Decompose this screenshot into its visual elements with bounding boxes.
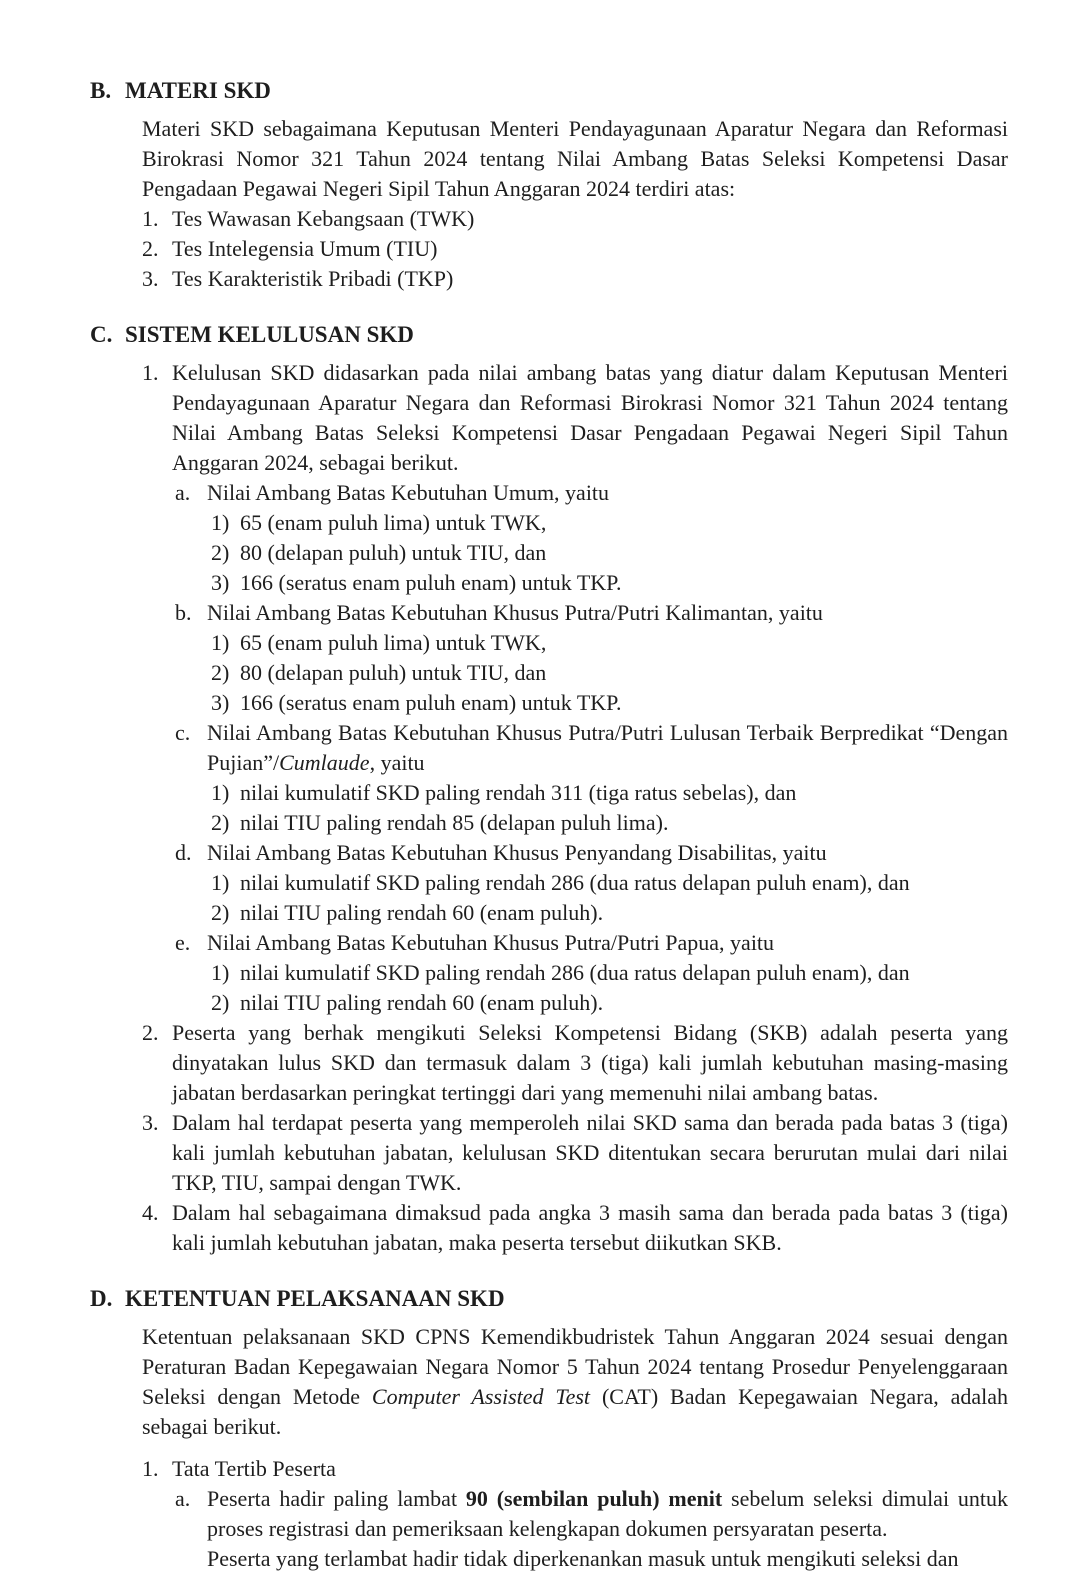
section-c-letter: C. bbox=[90, 322, 113, 347]
sub-item-content bbox=[207, 1484, 1008, 1574]
point-text: nilai TIU paling rendah 60 (enam puluh). bbox=[240, 900, 604, 925]
text-run: Ketentuan pelaksanaan SKD CPNS Kemendikbudristek Tahun Anggaran 2024 sesuai dengan Peraturan Badan Kepegawaian Negara Nomor 5 Tahun 2024 tentang Prosedur Penyelenggaraan Seleksi dengan Metode bbox=[142, 1324, 1008, 1409]
list-item-text: Tes Karakteristik Pribadi (TKP) bbox=[172, 266, 454, 291]
list-item-number: 2. bbox=[142, 1020, 159, 1045]
sub-item bbox=[175, 838, 1008, 928]
point-text: 166 (seratus enam puluh enam) untuk TKP. bbox=[240, 690, 622, 715]
sub-item-letter: d. bbox=[175, 840, 192, 865]
text-run: , yaitu bbox=[369, 750, 425, 775]
point-text: 80 (delapan puluh) untuk TIU, dan bbox=[240, 660, 547, 685]
point-text: 65 (enam puluh lima) untuk TWK, bbox=[240, 510, 547, 535]
sub-item bbox=[175, 598, 1008, 718]
list-item bbox=[142, 1198, 1008, 1258]
point-item bbox=[211, 808, 1008, 838]
list-item bbox=[142, 1018, 1008, 1108]
point-number: 2) bbox=[211, 810, 230, 835]
list-item bbox=[142, 1454, 1008, 1574]
point-number: 2) bbox=[211, 660, 230, 685]
point-number: 1) bbox=[211, 960, 230, 985]
point-item bbox=[211, 628, 1008, 658]
section-b-intro: Materi SKD sebagaimana Keputusan Menteri Pendayagunaan Aparatur Negara dan Reformasi Birokrasi Nomor 321 Tahun 2024 tentang Nilai Ambang Batas Seleksi Kompetensi Dasar Pengadaan Pegawai Negeri Sipil Tahun Anggaran 2024 terdiri atas: bbox=[142, 116, 1008, 201]
list-item bbox=[142, 358, 1008, 1018]
list-item bbox=[142, 204, 1008, 234]
point-text: nilai kumulatif SKD paling rendah 286 (dua ratus delapan puluh enam), dan bbox=[240, 870, 910, 895]
point-number: 2) bbox=[211, 900, 230, 925]
section-c-title: SISTEM KELULUSAN SKD bbox=[125, 322, 414, 347]
point-number: 2) bbox=[211, 540, 230, 565]
list-item-number: 2. bbox=[142, 236, 159, 261]
text-run: Nilai Ambang Batas Kebutuhan Khusus Putra/Putri Lulusan Terbaik Berpredikat “Dengan Pujian”/ bbox=[207, 720, 1008, 775]
sub-item-continuation: Peserta yang terlambat hadir tidak diperkenankan masuk untuk mengikuti seleksi dan bbox=[207, 1546, 959, 1571]
section-d-letter: D. bbox=[90, 1286, 113, 1311]
point-text: nilai TIU paling rendah 60 (enam puluh). bbox=[240, 990, 604, 1015]
point-item bbox=[211, 988, 1008, 1018]
sub-item-letter: c. bbox=[175, 720, 191, 745]
list-item bbox=[142, 264, 1008, 294]
section-d-body bbox=[142, 1322, 1008, 1574]
sub-item-text: Nilai Ambang Batas Kebutuhan Umum, yaitu bbox=[207, 480, 610, 505]
point-item bbox=[211, 868, 1008, 898]
sub-item-letter: a. bbox=[175, 1486, 191, 1511]
point-text: nilai kumulatif SKD paling rendah 311 (tiga ratus sebelas), dan bbox=[240, 780, 797, 805]
sub-item-content bbox=[207, 718, 1008, 838]
list-item-text: Dalam hal terdapat peserta yang memperoleh nilai SKD sama dan berada pada batas 3 (tiga) kali jumlah kebutuhan jabatan, kelulusan SKD ditentukan secara berurutan mulai dari nilai TKP, TIU, sampai dengan TWK. bbox=[172, 1110, 1008, 1195]
list-item bbox=[142, 1108, 1008, 1198]
sub-item bbox=[175, 718, 1008, 838]
list-item-number: 1. bbox=[142, 360, 159, 385]
sub-item bbox=[175, 478, 1008, 598]
sub-item bbox=[175, 928, 1008, 1018]
sub-item-text: Nilai Ambang Batas Kebutuhan Khusus Penyandang Disabilitas, yaitu bbox=[207, 840, 827, 865]
list-item-text: Tes Intelegensia Umum (TIU) bbox=[172, 236, 438, 261]
point-number: 3) bbox=[211, 690, 230, 715]
point-text: nilai kumulatif SKD paling rendah 286 (dua ratus delapan puluh enam), dan bbox=[240, 960, 910, 985]
section-d-intro bbox=[142, 1322, 1008, 1442]
text-run: Peserta hadir paling lambat bbox=[207, 1486, 466, 1511]
section-b-title: MATERI SKD bbox=[125, 78, 271, 103]
point-text: 65 (enam puluh lima) untuk TWK, bbox=[240, 630, 547, 655]
sub-item-text: Nilai Ambang Batas Kebutuhan Khusus Putra/Putri Papua, yaitu bbox=[207, 930, 775, 955]
italic-run: Cumlaude bbox=[279, 750, 370, 775]
sub-item-content bbox=[207, 478, 1008, 598]
section-materi-skd bbox=[90, 76, 1008, 294]
text-run: (CAT) Badan Kepegawaian Negara, adalah sebagai berikut. bbox=[142, 1384, 1008, 1439]
point-number: 2) bbox=[211, 990, 230, 1015]
italic-run: Computer Assisted Test bbox=[371, 1384, 591, 1409]
section-sistem-kelulusan-skd bbox=[90, 320, 1008, 1258]
point-item bbox=[211, 568, 1008, 598]
list-item-number: 1. bbox=[142, 206, 159, 231]
point-number: 1) bbox=[211, 870, 230, 895]
paragraph: Kelulusan SKD didasarkan pada nilai ambang batas yang diatur dalam Keputusan Menteri Pendayagunaan Aparatur Negara dan Reformasi Birokrasi Nomor 321 Tahun 2024 tentang Nilai Ambang Batas Seleksi Kompetensi Dasar Pengadaan Pegawai Negeri Sipil Tahun Anggaran 2024, sebagai berikut. bbox=[172, 360, 1008, 475]
list-item-number: 3. bbox=[142, 266, 159, 291]
sub-item-letter: e. bbox=[175, 930, 191, 955]
list-item-title: Tata Tertib Peserta bbox=[172, 1456, 336, 1481]
sub-item-letter: a. bbox=[175, 480, 191, 505]
point-item bbox=[211, 778, 1008, 808]
sub-item-text bbox=[207, 718, 1008, 778]
list-item-content bbox=[172, 1454, 1008, 1574]
section-d-heading bbox=[90, 1284, 1008, 1314]
section-c-heading bbox=[90, 320, 1008, 350]
sub-item bbox=[175, 1484, 1008, 1574]
section-b-heading bbox=[90, 76, 1008, 106]
point-number: 3) bbox=[211, 570, 230, 595]
list-item-number: 1. bbox=[142, 1456, 159, 1481]
point-text: 80 (delapan puluh) untuk TIU, dan bbox=[240, 540, 547, 565]
text-run: sebelum seleksi dimulai untuk proses registrasi dan pemeriksaan kelengkapan dokumen persyaratan peserta. bbox=[207, 1486, 1008, 1541]
sub-item-letter: b. bbox=[175, 600, 192, 625]
point-text: nilai TIU paling rendah 85 (delapan puluh lima). bbox=[240, 810, 669, 835]
sub-item-content bbox=[207, 598, 1008, 718]
list-item bbox=[142, 234, 1008, 264]
list-item-content bbox=[172, 358, 1008, 1018]
point-item bbox=[211, 688, 1008, 718]
bold-run: 90 (sembilan puluh) menit bbox=[465, 1486, 723, 1511]
section-b-body bbox=[142, 114, 1008, 294]
point-text: 166 (seratus enam puluh enam) untuk TKP. bbox=[240, 570, 622, 595]
list-item-number: 4. bbox=[142, 1200, 159, 1225]
list-item-text: Dalam hal sebagaimana dimaksud pada angka 3 masih sama dan berada pada batas 3 (tiga) kali jumlah kebutuhan jabatan, maka peserta tersebut diikutkan SKB. bbox=[172, 1200, 1008, 1255]
section-b-letter: B. bbox=[90, 78, 112, 103]
sub-item-content bbox=[207, 838, 1008, 928]
list-item-number: 3. bbox=[142, 1110, 159, 1135]
list-item-text: Tes Wawasan Kebangsaan (TWK) bbox=[172, 206, 475, 231]
point-item bbox=[211, 508, 1008, 538]
point-item bbox=[211, 958, 1008, 988]
sub-item-text bbox=[207, 1484, 1008, 1544]
point-item bbox=[211, 898, 1008, 928]
section-d-title: KETENTUAN PELAKSANAAN SKD bbox=[125, 1286, 505, 1311]
point-number: 1) bbox=[211, 780, 230, 805]
point-number: 1) bbox=[211, 510, 230, 535]
point-item bbox=[211, 658, 1008, 688]
point-item bbox=[211, 538, 1008, 568]
sub-item-content bbox=[207, 928, 1008, 1018]
section-c-body bbox=[142, 358, 1008, 1258]
point-number: 1) bbox=[211, 630, 230, 655]
list-item-text: Peserta yang berhak mengikuti Seleksi Kompetensi Bidang (SKB) adalah peserta yang dinyatakan lulus SKD dan termasuk dalam 3 (tiga) kali jumlah kebutuhan masing-masing jabatan berdasarkan peringkat tertinggi dari yang memenuhi nilai ambang batas. bbox=[172, 1020, 1008, 1105]
sub-item-text: Nilai Ambang Batas Kebutuhan Khusus Putra/Putri Kalimantan, yaitu bbox=[207, 600, 823, 625]
section-ketentuan-pelaksanaan-skd bbox=[90, 1284, 1008, 1574]
